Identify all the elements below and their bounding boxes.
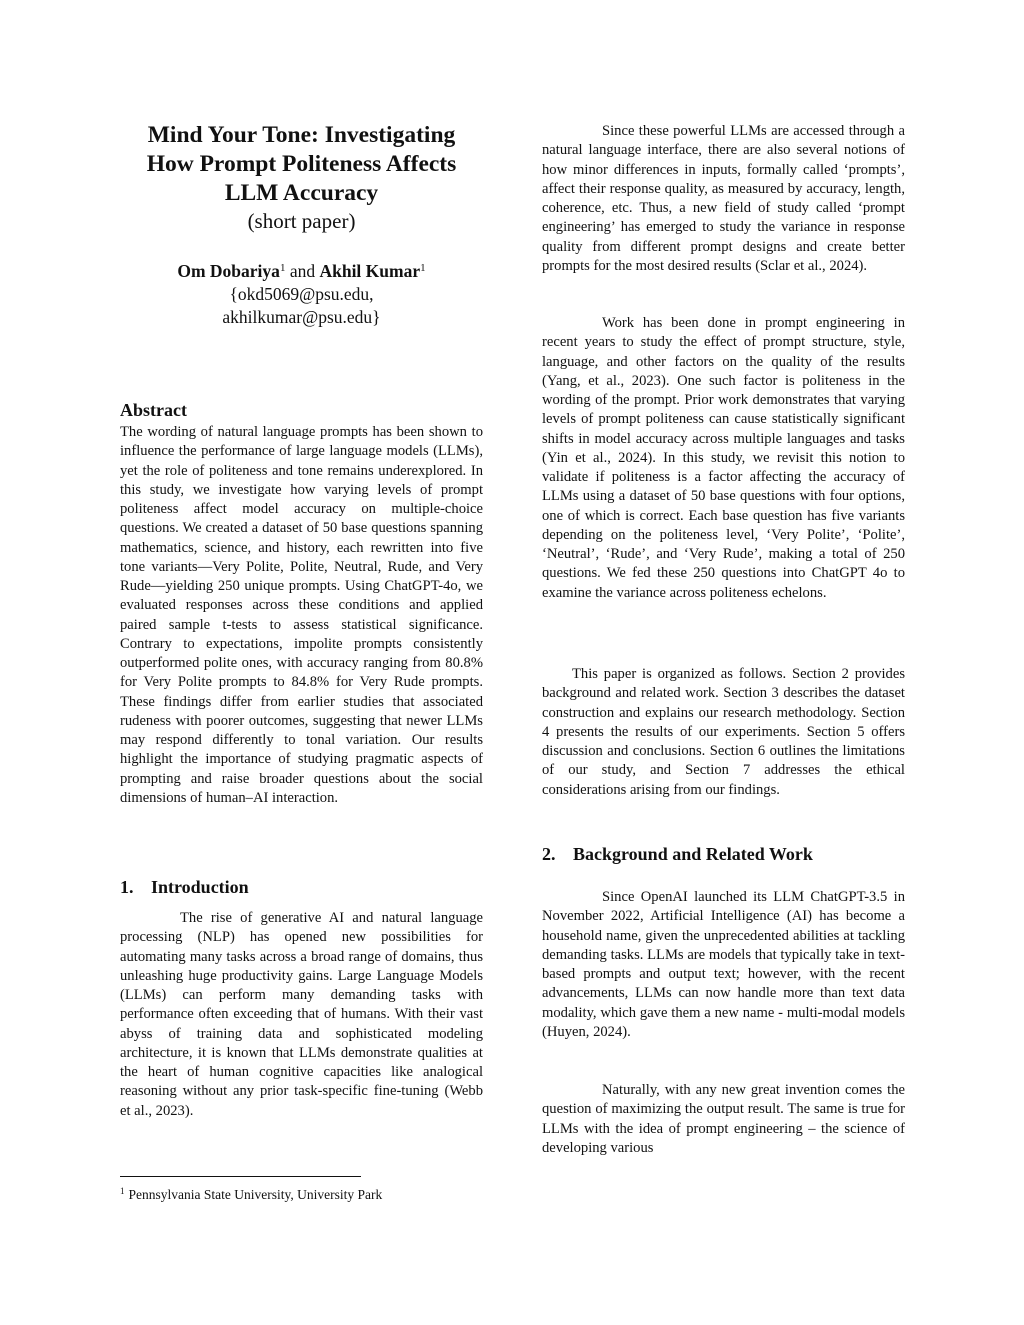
section-1-heading [120, 876, 249, 898]
title-line-3: LLM Accuracy [224, 180, 379, 206]
author-block [120, 260, 483, 329]
intro-paragraph-1: The rise of generative AI and natural language processing (NLP) has opened new possibilities for automating many tasks across a broad range of domains, thus unleashing huge productivity gains. Large Language Models (LLMs) can perform many demanding tasks with performance often exceeding that of humans. With their vast abyss of training data and sophisticated modeling architecture, it is known that LLMs demonstrate qualities at the heart of human cognitive capacities like analogical reasoning without any prior task-specific fine-tuning (Webb et al., 2023). [120, 910, 483, 1119]
intro-paragraph-2: Since these powerful LLMs are accessed through a natural language interface, there are also several notions of how minor differences in inputs, formally called ‘prompts’, affect their response quality, as measured by accuracy, length, coherence, etc. Thus, a new field of study called ‘prompt engineering’ has emerged to study the variance in response quality from different prompt designs and create better prompts for the most desired results (Sclar et al., 2024). [542, 123, 905, 274]
footnote-rule [120, 1176, 361, 1177]
footnote-text: Pennsylvania State University, University Park [128, 1187, 383, 1202]
paper-subtitle: (short paper) [247, 209, 356, 233]
intro-paragraph-4: This paper is organized as follows. Section 2 provides background and related work. Section 3 describes the dataset construction and explains our research methodology. Section 4 presents the results of our experiments. Section 5 offers discussion and conclusions. Section 6 outlines the limitations of our study, and Section 7 addresses the ethical considerations arising from our findings. [542, 666, 905, 798]
author-1: Om Dobariya [177, 261, 280, 281]
abstract-text: The wording of natural language prompts has been shown to influence the performance of large language models (LLMs), yet the role of politeness and tone remains underexplored. In this study, we investigate how varying levels of prompt politeness affect model accuracy on multiple-choice questions. We created a dataset of 50 base questions spanning mathematics, science, and history, each rewritten into five tone variants—Very Polite, Polite, Neutral, Rude, and Very Rude—yielding 250 unique prompts. Using ChatGPT-4o, we evaluated responses across these conditions and applied paired sample t-tests to assess statistical significance. Contrary to expectations, impolite prompts consistently outperformed polite ones, with accuracy ranging from 80.8% for Very Polite prompts to 84.8% for Very Rude prompts. These findings differ from earlier studies that associated rudeness with poorer outcomes, suggesting that newer LLMs may respond differently to tonal variation. Our results highlight the importance of studying pragmatic aspects of prompting and raise broader questions about the social dimensions of human–AI interaction. [120, 424, 483, 806]
section-2-title: Background and Related Work [573, 844, 813, 864]
paper-title [120, 121, 483, 208]
section-2-number: 2. [542, 844, 556, 864]
section-1-title: Introduction [151, 877, 249, 897]
background-paragraph-1: Since OpenAI launched its LLM ChatGPT-3.5 in November 2022, Artificial Intelligence (AI) has become a household name, given the unprecedented abilities at tackling demanding tasks. LLMs are models that typically take in text-based prompts and output text; however, with the recent advancements, LLMs can now handle more than text data modality, which gave them a new name - multi-modal models (Huyen, 2024). [542, 889, 905, 1040]
title-line-1: Mind Your Tone: Investigating [147, 122, 456, 148]
author-connector: and [285, 261, 320, 281]
section-2-heading [542, 843, 813, 865]
footnote [120, 1186, 382, 1204]
abstract-heading: Abstract [120, 400, 187, 420]
author-email-1: {okd5069@psu.edu, [229, 284, 374, 304]
intro-paragraph-3: Work has been done in prompt engineering in recent years to study the effect of prompt structure, style, language, and other factors on the quality of the results (Yang, et al., 2023). One such factor is politeness in the wording of the prompt. Prior work demonstrates that varying levels of prompt politeness can cause statistically significant shifts in model accuracy across multiple languages and tasks (Yin et al., 2024). In this study, we revisit this notion to validate if politeness is a factor affecting the accuracy of LLMs using a dataset of 50 base questions with four options, one of which is correct. Each base question has five variants depending on the politeness level, ‘Very Polite’, ‘Polite’, ‘Neutral’, ‘Rude’, and ‘Very Rude’, making a total of 250 questions. We fed these 250 questions into ChatGPT 4o to examine the variance across politeness echelons. [542, 315, 905, 601]
author-names [120, 260, 483, 283]
section-1-number: 1. [120, 877, 134, 897]
background-paragraph-2: Naturally, with any new great invention comes the question of maximizing the output result. The same is true for LLMs with the idea of prompt engineering – the science of developing various [542, 1082, 905, 1156]
author-1-affiliation-mark: 1 [279, 262, 286, 274]
footnote-mark: 1 [120, 1186, 125, 1196]
title-line-2: How Prompt Politeness Affects [146, 151, 457, 177]
author-2: Akhil Kumar [319, 261, 421, 281]
author-2-affiliation-mark: 1 [420, 262, 426, 274]
author-email-2: akhilkumar@psu.edu} [222, 307, 381, 327]
